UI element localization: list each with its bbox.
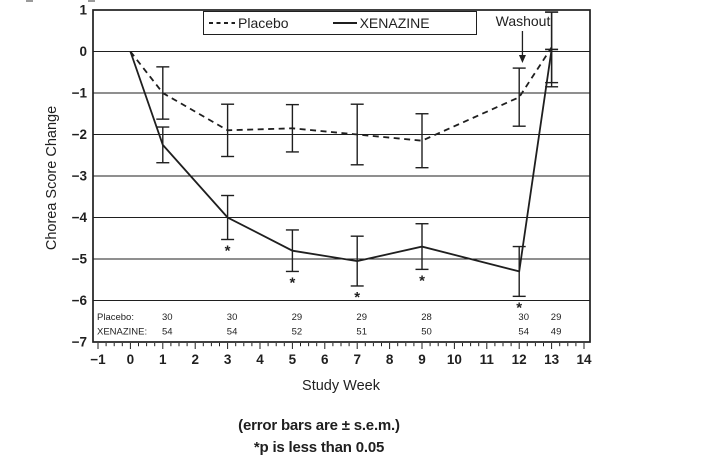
svg-text:*: * — [224, 242, 231, 260]
svg-text:*: * — [419, 272, 425, 290]
svg-text:6: 6 — [321, 352, 329, 367]
svg-text:52: 52 — [291, 326, 303, 338]
svg-text:29: 29 — [291, 312, 303, 323]
svg-text:−6: −6 — [71, 293, 87, 309]
svg-text:29: 29 — [550, 312, 562, 323]
svg-text:54: 54 — [518, 326, 529, 338]
x-axis-ticks — [98, 343, 584, 349]
svg-text:29: 29 — [356, 312, 367, 323]
svg-text:3: 3 — [223, 352, 232, 367]
svg-text:13: 13 — [544, 352, 560, 367]
washout-label: Washout — [495, 13, 551, 29]
svg-text:−4: −4 — [71, 210, 87, 226]
sem-footnote: (error bars are ± s.e.m.) — [238, 417, 400, 434]
legend — [203, 11, 477, 35]
error-bars — [156, 12, 558, 296]
svg-text:51: 51 — [356, 326, 367, 338]
significance-asterisks — [225, 242, 523, 316]
svg-text:54: 54 — [162, 326, 173, 338]
svg-text:−2: −2 — [71, 127, 87, 143]
svg-text:30: 30 — [518, 312, 529, 323]
svg-text:5: 5 — [288, 352, 297, 367]
legend-label-placebo: Placebo — [238, 15, 289, 31]
svg-text:−7: −7 — [71, 334, 87, 350]
svg-text:−1: −1 — [71, 85, 87, 101]
legend-label-xenazine: XENAZINE — [359, 15, 430, 31]
svg-text:*: * — [516, 299, 523, 317]
svg-text:−3: −3 — [71, 168, 87, 184]
svg-text:49: 49 — [550, 326, 562, 338]
svg-text:11: 11 — [479, 352, 494, 367]
svg-text:14: 14 — [576, 352, 592, 367]
y-axis-title: Chorea Score Change — [44, 105, 60, 251]
svg-text:0: 0 — [126, 352, 135, 367]
svg-text:30: 30 — [226, 312, 238, 323]
svg-text:50: 50 — [421, 326, 432, 338]
y-tick-labels — [72, 3, 88, 350]
svg-text:2: 2 — [191, 352, 199, 367]
svg-text:10: 10 — [446, 352, 462, 367]
svg-text:0: 0 — [79, 44, 87, 60]
xenazine-solid-line-sample — [333, 22, 357, 24]
svg-text:4: 4 — [256, 352, 264, 367]
svg-text:XENAZINE:: XENAZINE: — [97, 326, 148, 338]
svg-text:*: * — [354, 288, 361, 306]
svg-text:28: 28 — [421, 312, 432, 323]
x-tick-labels — [90, 352, 592, 367]
svg-text:1: 1 — [159, 352, 167, 367]
gridlines — [93, 52, 590, 301]
sample-size-table — [97, 312, 561, 338]
svg-text:−5: −5 — [71, 251, 87, 267]
placebo-line — [130, 47, 551, 140]
placebo-dashed-line-sample — [209, 22, 235, 24]
svg-text:Placebo:: Placebo: — [97, 312, 134, 323]
svg-text:9: 9 — [418, 352, 426, 367]
svg-text:54: 54 — [226, 326, 238, 338]
pvalue-footnote: *p is less than 0.05 — [253, 439, 385, 456]
svg-text:8: 8 — [385, 352, 394, 367]
washout-arrow — [519, 31, 526, 63]
xenazine-line — [130, 49, 551, 271]
svg-text:*: * — [289, 274, 296, 292]
svg-text:−1: −1 — [90, 352, 106, 367]
svg-text:1: 1 — [79, 2, 87, 18]
x-axis-title: Study Week — [302, 378, 380, 394]
svg-text:12: 12 — [511, 352, 527, 367]
svg-text:30: 30 — [162, 312, 173, 323]
svg-text:7: 7 — [353, 352, 361, 367]
